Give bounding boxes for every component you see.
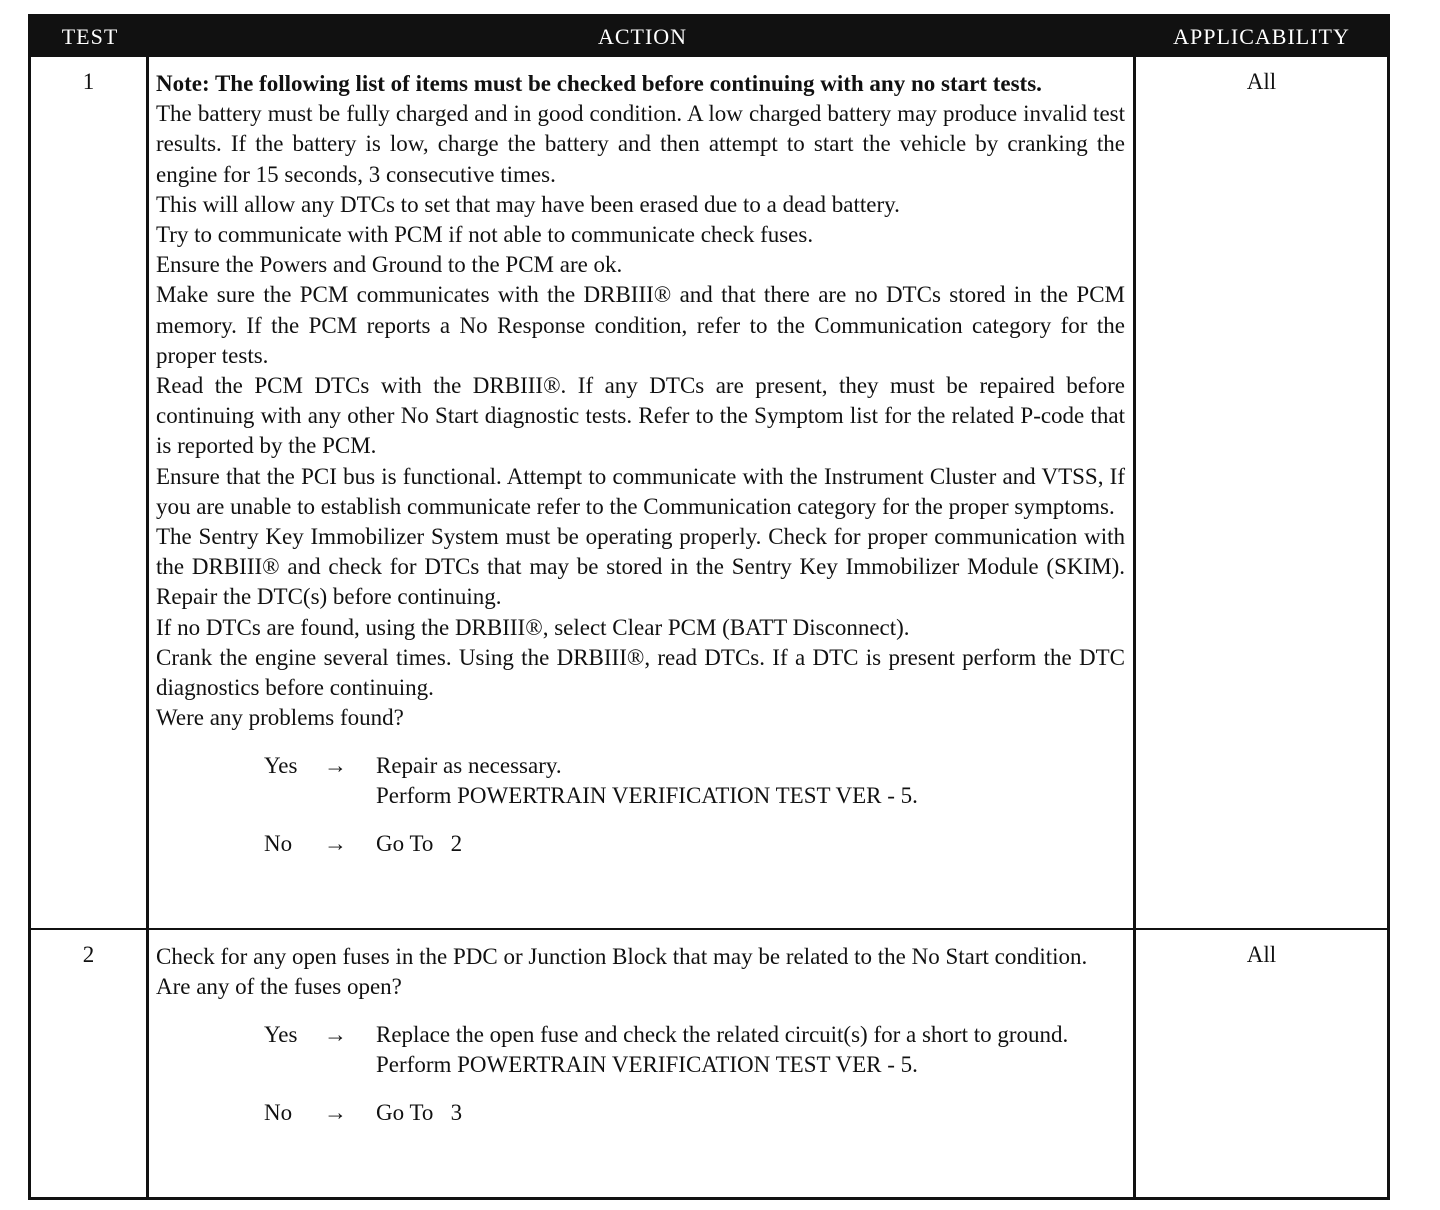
arrow-icon: →	[324, 831, 347, 857]
test-number: 2	[31, 930, 149, 1197]
no-result: Go To 2	[376, 831, 463, 857]
table-row	[31, 928, 1387, 1197]
no-label: No	[264, 831, 293, 857]
yes-result-line: Perform POWERTRAIN VERIFICATION TEST VER - 5.	[376, 783, 918, 809]
header-action: ACTION	[597, 24, 688, 49]
no-branch	[264, 829, 1125, 859]
arrow-icon: →	[324, 753, 347, 779]
yes-result-line: Replace the open fuse and check the related circuit(s) for a short to ground.	[376, 1022, 1069, 1048]
header-test: TEST	[61, 24, 119, 49]
header-applicability: APPLICABILITY	[1173, 24, 1350, 49]
yes-result	[376, 751, 1125, 811]
action-line: Read the PCM DTCs with the DRBIII®. If any DTCs are present, they must be repaired before continuing with any other No Start diagnostic tests. Refer to the Symptom list for the related P-code that is reported by the PCM.	[156, 373, 1125, 459]
yes-result-line: Perform POWERTRAIN VERIFICATION TEST VER - 5.	[376, 1052, 918, 1078]
action-cell	[149, 930, 1136, 1197]
action-cell	[149, 57, 1136, 928]
test-number: 1	[31, 57, 149, 928]
action-line: This will allow any DTCs to set that may have been erased due to a dead battery.	[156, 191, 900, 217]
action-line: Make sure the PCM communicates with the DRBIII® and that there are no DTCs stored in the PCM memory. If the PCM reports a No Response condition, refer to the Communication category for the proper tests.	[156, 282, 1125, 368]
yes-label: Yes	[264, 753, 298, 779]
no-label: No	[264, 1100, 293, 1126]
action-line: The Sentry Key Immobilizer System must be operating properly. Check for proper communication with the DRBIII® and check for DTCs that may be stored in the Sentry Key Immobilizer Module (SKIM). Repair the DTC(s) before continuing.	[156, 524, 1125, 610]
table-header	[31, 17, 1387, 57]
no-branch	[264, 1098, 1125, 1128]
action-line: Ensure that the PCI bus is functional. Attempt to communicate with the Instrument Cluster and VTSS, If you are unable to establish communicate refer to the Communication category for the proper symptoms.	[156, 463, 1125, 519]
yes-result-line: Repair as necessary.	[376, 753, 562, 779]
yes-branch	[264, 751, 1125, 811]
table-row	[31, 57, 1387, 928]
action-line: Ensure the Powers and Ground to the PCM are ok.	[156, 252, 623, 278]
applicability: All	[1246, 942, 1277, 967]
no-result: Go To 3	[376, 1100, 463, 1126]
action-question: Were any problems found?	[156, 705, 404, 731]
applicability: All	[1246, 69, 1277, 94]
diagnostic-table	[28, 14, 1390, 1200]
action-question: Are any of the fuses open?	[156, 974, 402, 1000]
note-text: Note: The following list of items must be checked before continuing with any no start tests.	[156, 71, 1042, 96]
yes-label: Yes	[264, 1022, 298, 1048]
arrow-icon: →	[324, 1022, 347, 1048]
yes-result	[376, 1020, 1125, 1080]
action-line: Try to communicate with PCM if not able to communicate check fuses.	[156, 222, 814, 248]
action-line: Crank the engine several times. Using the DRBIII®, read DTCs. If a DTC is present perform the DTC diagnostics before continuing.	[156, 644, 1125, 701]
action-line: If no DTCs are found, using the DRBIII®, select Clear PCM (BATT Disconnect).	[156, 614, 910, 640]
action-line: The battery must be fully charged and in good condition. A low charged battery may produce invalid test results. If the battery is low, charge the battery and then attempt to start the vehicle by cranking the engine for 15 seconds, 3 consecutive times.	[156, 101, 1125, 187]
arrow-icon: →	[324, 1100, 347, 1126]
action-line: Check for any open fuses in the PDC or Junction Block that may be related to the No Start condition.	[156, 944, 1088, 969]
yes-branch	[264, 1020, 1125, 1080]
